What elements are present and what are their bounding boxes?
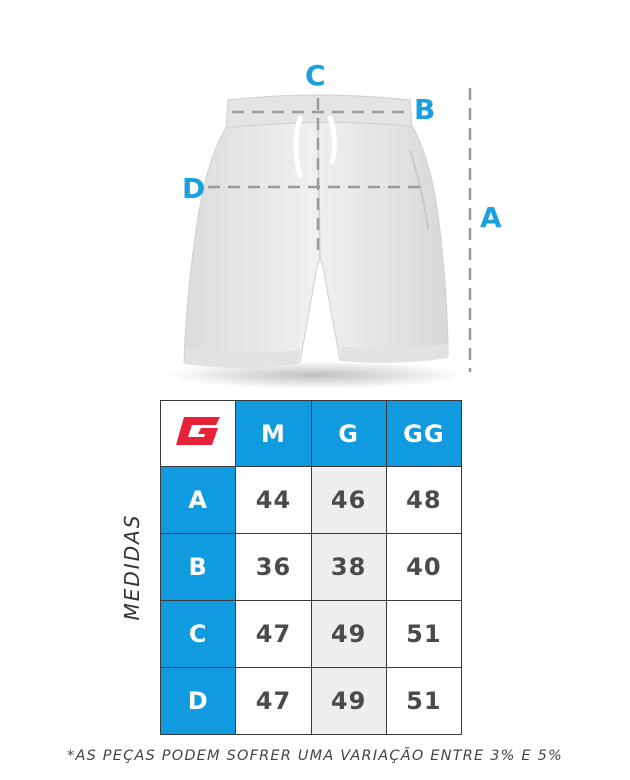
cell-b-g: 38	[311, 534, 386, 601]
side-label-medidas: MEDIDAS	[120, 513, 144, 621]
header-size-gg: GG	[386, 401, 461, 467]
cell-b-gg: 40	[386, 534, 461, 601]
table-row	[161, 668, 462, 735]
table-row	[161, 601, 462, 668]
cell-a-g: 46	[311, 467, 386, 534]
cell-c-g: 49	[311, 601, 386, 668]
shorts-body	[184, 122, 448, 366]
footnote: *AS PEÇAS PODEM SOFRER UMA VARIAÇÃO ENTRE 3% E 5%	[67, 748, 563, 764]
cell-d-g: 49	[311, 668, 386, 735]
row-label-d: D	[161, 668, 236, 735]
brand-logo-icon	[174, 415, 222, 447]
table-header-row	[161, 401, 462, 467]
logo-cell	[161, 401, 236, 467]
label-b: B	[414, 93, 436, 126]
cell-d-gg: 51	[386, 668, 461, 735]
table-row	[161, 534, 462, 601]
size-table	[160, 400, 462, 735]
header-size-m: M	[236, 401, 311, 467]
cell-c-m: 47	[236, 601, 311, 668]
label-c: C	[305, 59, 326, 92]
header-size-g: G	[311, 401, 386, 467]
label-d: D	[182, 172, 206, 205]
cell-a-m: 44	[236, 467, 311, 534]
cell-a-gg: 48	[386, 467, 461, 534]
cell-d-m: 47	[236, 668, 311, 735]
cell-c-gg: 51	[386, 601, 461, 668]
cell-b-m: 36	[236, 534, 311, 601]
row-label-a: A	[161, 467, 236, 534]
row-label-c: C	[161, 601, 236, 668]
table-row	[161, 467, 462, 534]
label-a: A	[480, 201, 502, 234]
row-label-b: B	[161, 534, 236, 601]
